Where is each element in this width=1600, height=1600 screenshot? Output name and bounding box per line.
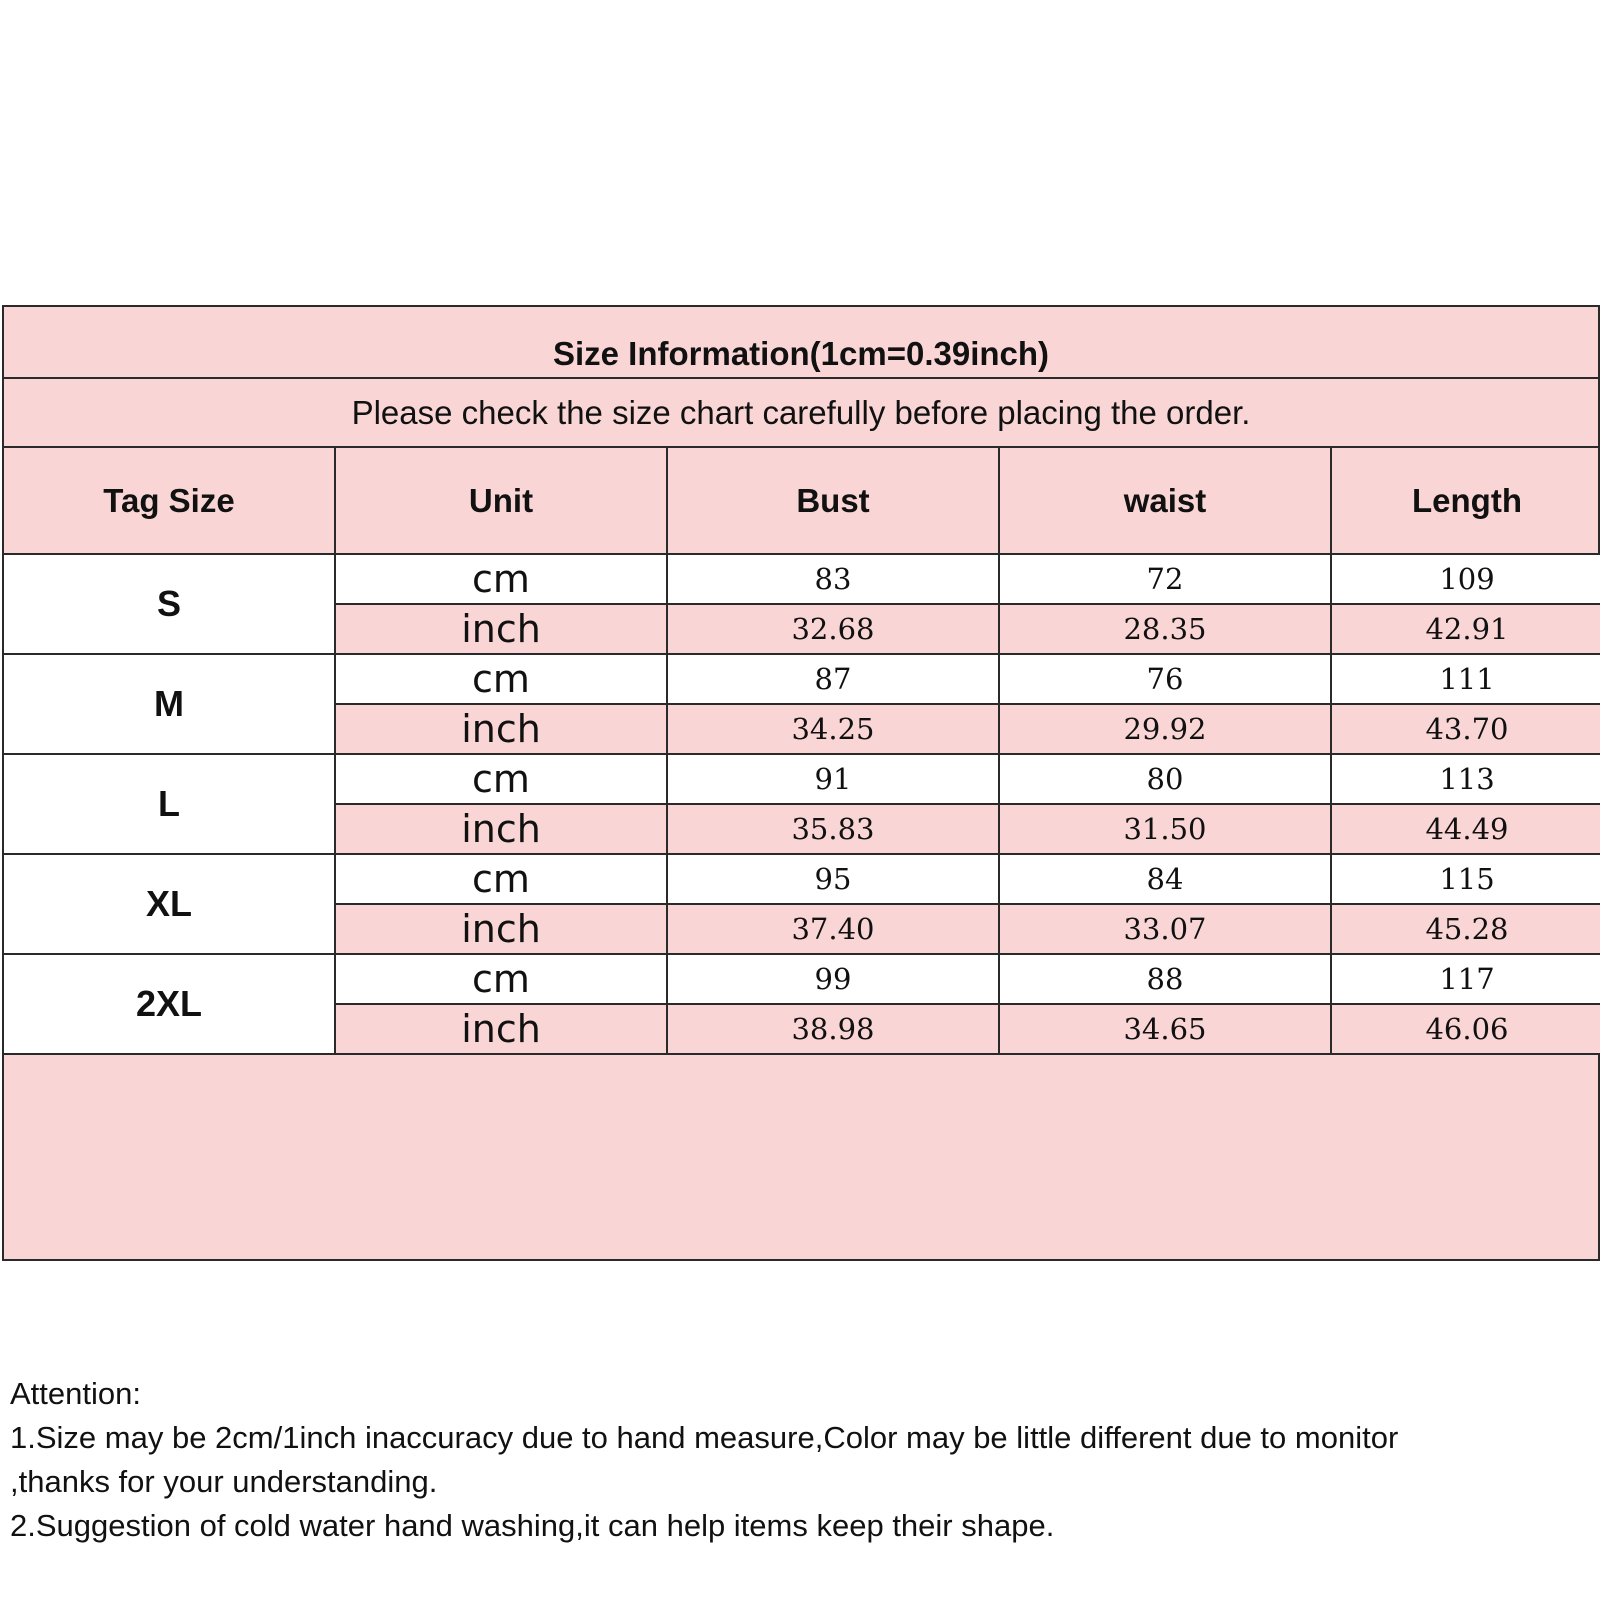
header-length: Length: [1412, 481, 1522, 519]
length-cell: 113: [1439, 762, 1495, 796]
table-row: [336, 955, 1600, 1005]
length-cell: 46.06: [1425, 1012, 1509, 1046]
length-cell: 111: [1439, 662, 1495, 696]
waist-cell: 34.65: [1000, 1005, 1332, 1053]
table-row: [336, 1005, 1600, 1055]
length-cell: 109: [1439, 562, 1495, 596]
tag-size-cell: XL: [4, 855, 336, 955]
header-unit: Unit: [336, 448, 668, 553]
chart-title: Size Information(1cm=0.39inch): [552, 335, 1050, 372]
length-cell: 115: [1439, 862, 1495, 896]
table-row: [336, 705, 1600, 755]
bust-cell: 34.25: [668, 705, 1000, 753]
waist-cell: 31.50: [1000, 805, 1332, 853]
note-1-continued: ,thanks for your understanding.: [10, 1464, 438, 1499]
waist-cell: 88: [1000, 955, 1332, 1003]
unit-cell: cm: [336, 655, 668, 703]
header-waist: waist: [1000, 448, 1332, 553]
tag-size-cell: S: [4, 555, 336, 655]
length-cell: 42.91: [1425, 612, 1509, 646]
waist-cell: 76: [1000, 655, 1332, 703]
length-cell: 43.70: [1425, 712, 1509, 746]
length-cell: 44.49: [1425, 812, 1509, 846]
bust-cell: 83: [668, 555, 1000, 603]
bust-cell: 37.40: [668, 905, 1000, 953]
bust-cell: 35.83: [668, 805, 1000, 853]
waist-cell: 80: [1000, 755, 1332, 803]
bust-cell: 38.98: [668, 1005, 1000, 1053]
unit-cell: inch: [336, 905, 668, 953]
waist-cell: 28.35: [1000, 605, 1332, 653]
bust-cell: 87: [668, 655, 1000, 703]
title-row: [4, 307, 1598, 379]
bust-cell: 99: [668, 955, 1000, 1003]
subtitle-row: [4, 379, 1598, 448]
length-cell: 117: [1439, 962, 1495, 996]
length-cell: 45.28: [1425, 912, 1509, 946]
bust-cell: 95: [668, 855, 1000, 903]
note-1: 1.Size may be 2cm/1inch inaccuracy due to hand measure,Color may be little different due to monitor: [10, 1420, 1399, 1455]
unit-cell: cm: [336, 855, 668, 903]
attention-notes: [10, 1372, 1595, 1548]
header-row: [4, 448, 1598, 555]
waist-cell: 29.92: [1000, 705, 1332, 753]
header-bust: Bust: [668, 448, 1000, 553]
size-chart-table: [2, 305, 1600, 1543]
unit-cell: cm: [336, 755, 668, 803]
bust-cell: 91: [668, 755, 1000, 803]
unit-cell: inch: [336, 805, 668, 853]
chart-subtitle: Please check the size chart carefully before placing the order.: [351, 393, 1251, 431]
tag-size-cell: L: [4, 755, 336, 855]
table-row: [336, 905, 1600, 955]
table-row: [336, 555, 1600, 605]
waist-cell: 72: [1000, 555, 1332, 603]
table-row: [336, 655, 1600, 705]
header-tag-size: Tag Size: [4, 448, 336, 553]
unit-cell: inch: [336, 1005, 668, 1053]
tag-size-cell: M: [4, 655, 336, 755]
note-2: 2.Suggestion of cold water hand washing,it can help items keep their shape.: [10, 1508, 1055, 1543]
unit-cell: inch: [336, 705, 668, 753]
waist-cell: 84: [1000, 855, 1332, 903]
table-row: [336, 805, 1600, 855]
tag-size-cell: 2XL: [4, 955, 336, 1055]
table-row: [336, 755, 1600, 805]
unit-cell: cm: [336, 955, 668, 1003]
bust-cell: 32.68: [668, 605, 1000, 653]
waist-cell: 33.07: [1000, 905, 1332, 953]
table-row: [336, 605, 1600, 655]
table-row: [336, 855, 1600, 905]
unit-cell: inch: [336, 605, 668, 653]
notes-heading: Attention:: [10, 1376, 141, 1411]
unit-cell: cm: [336, 555, 668, 603]
